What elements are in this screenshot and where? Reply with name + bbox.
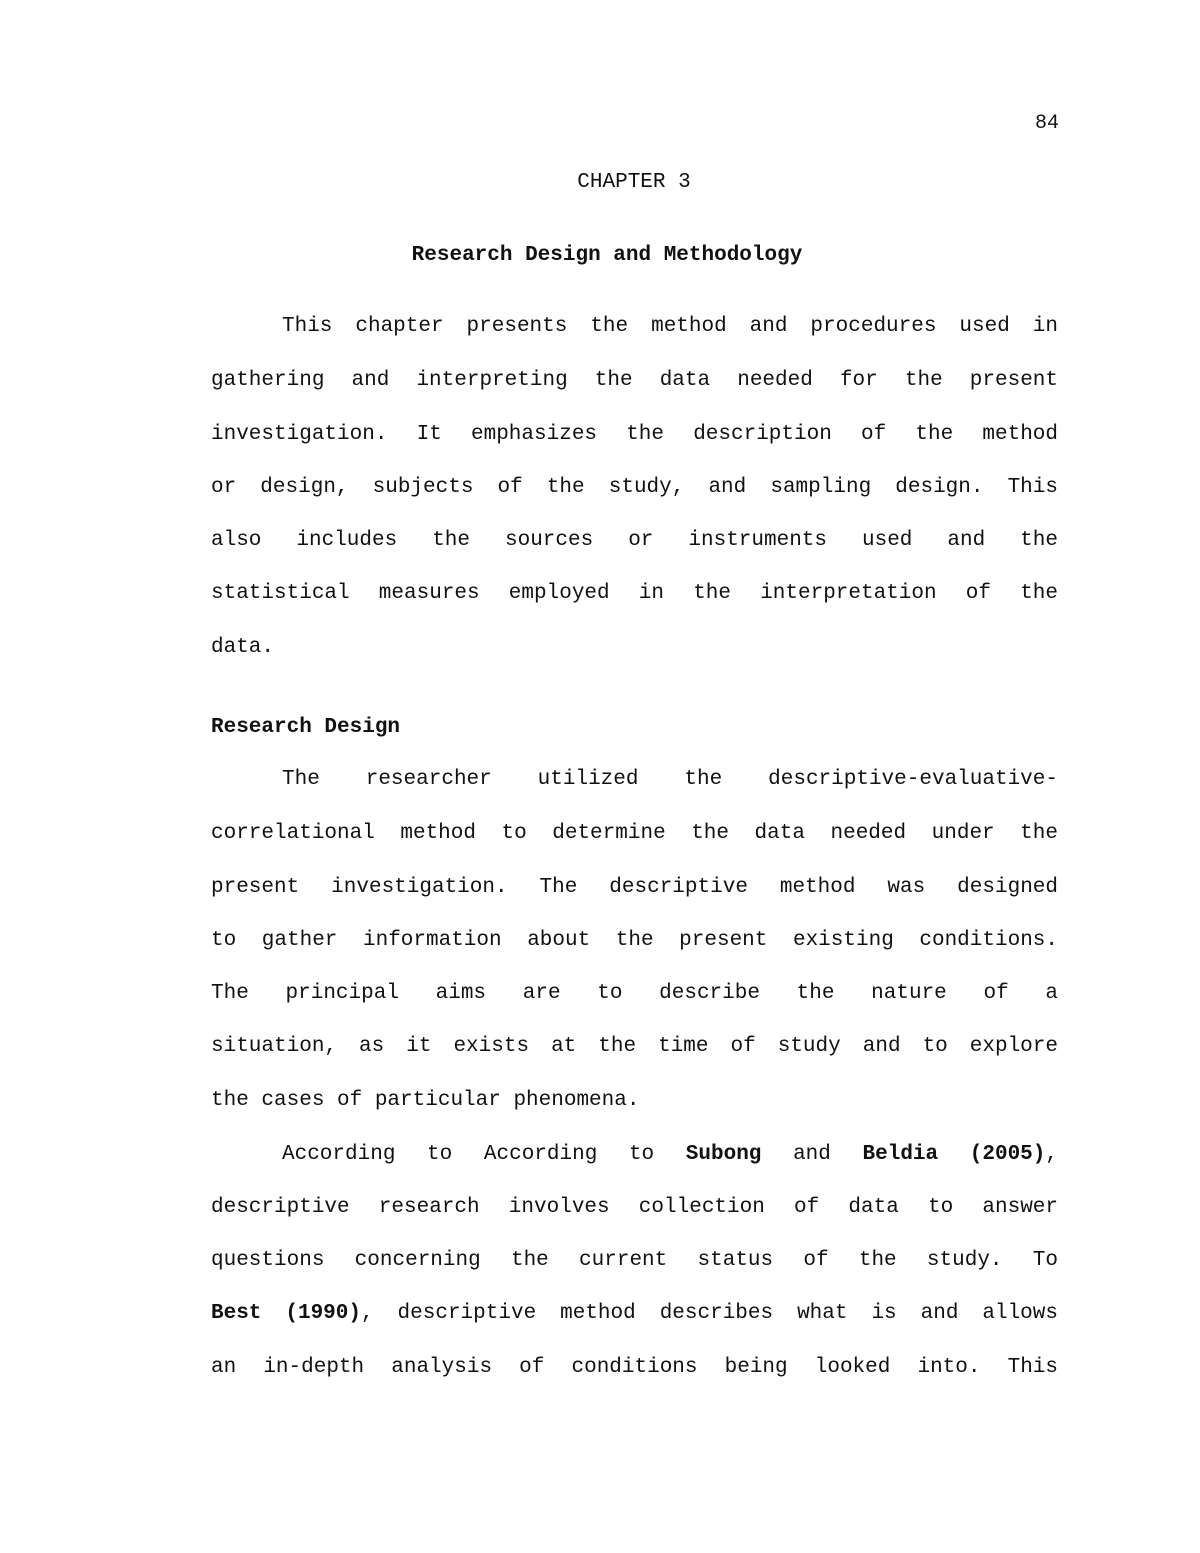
- according-prefix: According to According to: [282, 1143, 655, 1166]
- intro-line: gathering and interpreting the data needed for the present: [211, 369, 1058, 392]
- intro-line: also includes the sources or instruments used and the: [211, 529, 1058, 552]
- intro-line: This chapter presents the method and procedures used in: [282, 315, 1058, 338]
- according-conjunction: and: [793, 1143, 831, 1166]
- citation-author-beldia: Beldia (2005): [862, 1143, 1046, 1166]
- section-heading-research-design: Research Design: [211, 716, 401, 739]
- best-line: [211, 1301, 1058, 1327]
- citation-author-best: Best (1990): [211, 1302, 361, 1325]
- chapter-title: Research Design and Methodology: [411, 244, 803, 267]
- page-number: 84: [1034, 112, 1059, 135]
- design-line: correlational method to determine the data needed under the: [211, 822, 1058, 845]
- according-line: [282, 1142, 1058, 1168]
- design-line: present investigation. The descriptive method was designed: [211, 876, 1058, 899]
- intro-line: statistical measures employed in the interpretation of the: [211, 582, 1058, 605]
- design-line: The principal aims are to describe the nature of a: [211, 982, 1058, 1005]
- best-line-rest: , descriptive method describes what is and allows: [360, 1302, 1058, 1325]
- final-line: an in-depth analysis of conditions being looked into. This: [211, 1356, 1058, 1379]
- citation-author-subong: Subong: [685, 1143, 762, 1166]
- intro-line: or design, subjects of the study, and sampling design. This: [211, 476, 1058, 499]
- according-body-line: descriptive research involves collection of data to answer: [211, 1196, 1058, 1219]
- design-line: the cases of particular phenomena.: [211, 1089, 640, 1112]
- according-body-line: questions concerning the current status of the study. To: [211, 1249, 1058, 1272]
- design-line: to gather information about the present existing conditions.: [211, 929, 1058, 952]
- design-line: The researcher utilized the descriptive-evaluative-: [282, 768, 1058, 791]
- according-suffix: ,: [1045, 1143, 1058, 1166]
- chapter-label: CHAPTER 3: [577, 171, 691, 194]
- intro-line: data.: [211, 636, 275, 659]
- design-line: situation, as it exists at the time of study and to explore: [211, 1035, 1058, 1058]
- intro-line: investigation. It emphasizes the description of the method: [211, 423, 1058, 446]
